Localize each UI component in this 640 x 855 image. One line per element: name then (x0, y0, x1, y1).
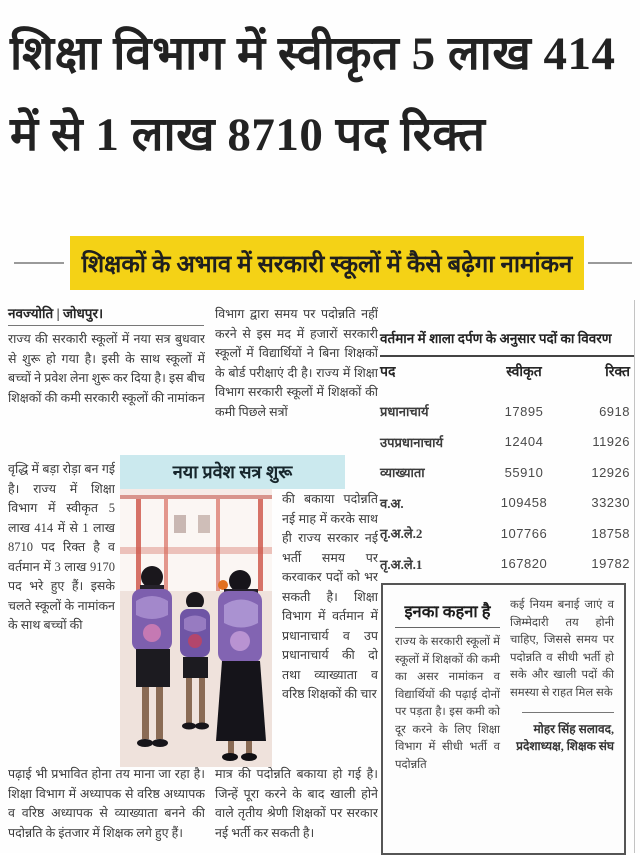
table-cell: 12404 (504, 434, 544, 450)
table-cell: 167820 (500, 556, 548, 572)
table-header (380, 362, 630, 381)
table-cell: 18758 (591, 525, 630, 541)
quote-box-left-column (395, 597, 500, 853)
table-cell: 55910 (504, 464, 544, 480)
table-cell: 33230 (591, 495, 630, 511)
table-rows (380, 396, 630, 579)
table-title: वर्तमान में शाला दर्पण के अनुसार पदों का विवरण (380, 331, 612, 346)
banner-left-rule (14, 262, 64, 264)
column2-paragraph-top: विभाग द्वारा समय पर पदोन्नति नहीं करने से इस मद में हजारों सरकारी स्कूलों में विद्यार्थियों ने बिना शिक्षकों के बोर्ड परीक्षाएं दी है। राज्य में शिक्षा विभाग सरकारी स्कूलों में शिक्षकों की कमी पिछले सत्रों (215, 307, 378, 419)
attribution-separator (522, 712, 614, 713)
table-cell: 19782 (591, 556, 630, 572)
table-row (380, 488, 630, 519)
table-header-sanctioned: स्वीकृत (506, 365, 542, 380)
table-cell: 109458 (500, 495, 548, 511)
table-cell: प्रधानाचार्य (380, 404, 429, 420)
news-photo (120, 489, 272, 767)
quote-attribution-role: प्रदेशाध्यक्ष, शिक्षक संघ (516, 739, 614, 753)
table-cell: व.अ. (380, 495, 404, 511)
quote-attribution-name: मोहर सिंह सलावद, (533, 722, 614, 736)
subhead-text: शिक्षकों के अभाव में सरकारी स्कूलों में कैसे बढ़ेगा नामांकन (81, 251, 573, 278)
table-row (380, 518, 630, 549)
dateline: नवज्योति | जोधपुर। (8, 304, 204, 326)
column2-paragraph-beside-photo: की बकाया पदोन्नति नई माह में करके साथ ही राज्य सरकार नई भर्ती समय पर करवाकर पदों को भर सकती है। शिक्षा विभाग में वर्तमान में प्रधानाचार्य व उप प्रधानाचार्य की दो तथा व्याख्याता व वरिष्ठ शिक्षकों की चार (282, 492, 378, 701)
right-column-rule (634, 300, 635, 853)
table-row (380, 457, 630, 488)
quote-box (381, 583, 626, 855)
column1-paragraph-top: राज्य की सरकारी स्कूलों में नया सत्र बुधवार से शुरू हो गया है। इसी के साथ स्कूलों में बच्चों ने प्रवेश लेना शुरू कर दिया है। इस बीच शिक्षकों की कमी सरकारी स्कूलों की नामांकन (8, 332, 205, 405)
table-cell: 11926 (592, 434, 630, 450)
table-row (380, 427, 630, 458)
column1-paragraph-bottom: पढ़ाई भी प्रभावित होना तय माना जा रहा है। शिक्षा विभाग में अध्यापक से वरिष्ठ अध्यापक व वरिष्ठ अध्यापक से व्याख्याता बनने की पदोन्नति के इंतजार में शिक्षक लगे हुए हैं। (8, 767, 205, 840)
table-row (380, 549, 630, 580)
subhead-banner (70, 236, 584, 290)
table-cell: व्याख्याता (380, 465, 425, 481)
quote-attribution (510, 721, 614, 755)
quote-box-right-text: कई नियम बनाई जाएं व जिम्मेदारी तय होनी चाहिए, जिससे समय पर पदोन्नति व सीधी भर्ती हो सके और खाली पदों की समस्या से राहत मिल सके (510, 599, 614, 699)
table-row (380, 396, 630, 427)
table-header-post: पद (380, 365, 396, 380)
school-children-photo-illustration (120, 489, 272, 767)
quote-box-title: इनका कहना है (395, 597, 500, 628)
table-cell: तृ.अ.ले.1 (380, 556, 423, 572)
photo-caption: नया प्रवेश सत्र शुरू (120, 455, 345, 489)
table-cell: तृ.अ.ले.2 (380, 526, 423, 542)
quote-box-left-text: राज्य के सरकारी स्कूलों में स्कूलों में शिक्षकों की कमी का असर नामांकन व विद्यार्थियों की पढ़ाई दोनों पर पड़ता है। इस कमी को दूर करने के लिए शिक्षा विभाग में सीधी भर्ती व पदोन्नति (395, 636, 500, 771)
table-cell: 17895 (504, 403, 544, 419)
table-cell: 12926 (591, 464, 630, 480)
column2-paragraph-bottom: मात्र की पदोन्नति बकाया हो गई है। जिन्हें पूरा करने के बाद खाली होने वाले तृतीय श्रेणी शिक्षकों पर सरकार नई भर्ती कर सकती है। (215, 767, 378, 840)
table-header-vacant: रिक्त (605, 365, 630, 380)
table-cell: 107766 (500, 525, 548, 541)
quote-box-right-column (510, 597, 614, 853)
table-title-rule (380, 355, 634, 357)
headline: शिक्षा विभाग में स्वीकृत 5 लाख 414 में से 1 लाख 8710 पद रिक्त (10, 28, 616, 161)
banner-right-rule (588, 262, 632, 264)
column1-paragraph-beside-photo: वृद्धि में बड़ा रोड़ा बन गई है। राज्य में शिक्षा विभाग में स्वीकृत 5 लाख 414 में से 1 लाख 8710 पद रिक्त है व वर्तमान में 3 लाख 9170 पद भरे हुए हैं। इसके चलते स्कूलों के नामांकन के साथ बच्चों की (8, 462, 115, 632)
table-cell: उपप्रधानाचार्य (380, 434, 444, 450)
table-cell: 6918 (599, 403, 630, 419)
